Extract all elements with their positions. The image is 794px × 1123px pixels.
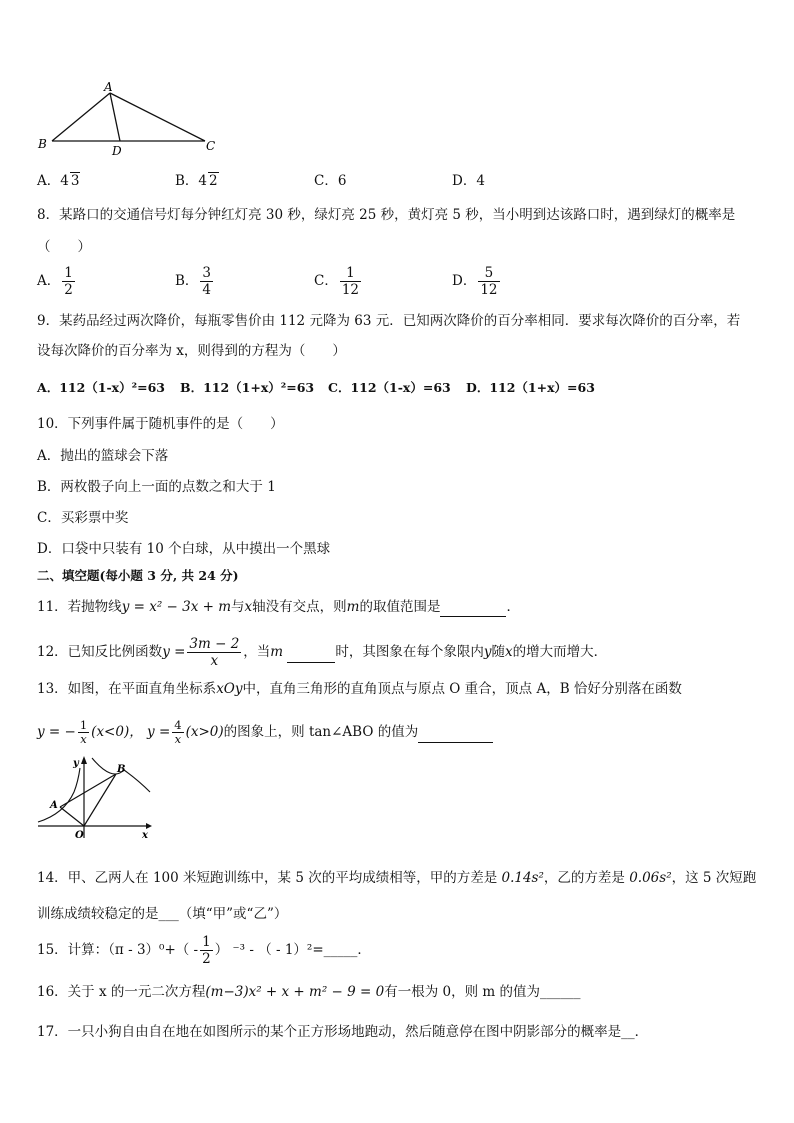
- denominator: 12: [480, 282, 498, 298]
- q13-f2-lhs: y =: [147, 724, 171, 740]
- q11-var-x: x: [244, 599, 253, 615]
- q14-line2: 训练成绩较稳定的是___（填“甲”或“乙”）: [37, 906, 288, 922]
- numerator: 5: [478, 265, 499, 282]
- q8-option-c-label: C．: [314, 273, 338, 289]
- q7-option-b-prefix: B．4: [175, 173, 208, 189]
- q13-line2: [37, 712, 493, 752]
- q12-prefix: 12．已知反比例函数: [37, 644, 163, 660]
- q9-option-a[interactable]: A．112（1-x）²=63: [37, 380, 165, 395]
- q13-text: 13．如图，在平面直角坐标系: [37, 681, 217, 697]
- q11-var-m: m: [346, 599, 360, 615]
- q12-text-mid2: 时，其图象在每个象限内: [335, 644, 484, 660]
- numerator: 1: [340, 265, 361, 282]
- denominator: x: [210, 653, 219, 669]
- sqrt-3: [70, 172, 81, 189]
- q13-text-b: 中，直角三角形的直角顶点与原点 O 重合，顶点 A，B 恰好分别落在函数: [242, 681, 682, 697]
- q11-text-mid: 与: [231, 599, 245, 615]
- q12-text-mid: ，当: [243, 644, 271, 660]
- q10-option-d[interactable]: D．口袋中只装有 10 个白球，从中摸出一个黑球: [37, 541, 331, 557]
- q13-f1-fraction: [78, 719, 89, 746]
- q12-answer-blank[interactable]: [287, 642, 335, 663]
- vertex-label-a: A: [104, 80, 113, 94]
- q13-f2-fraction: [172, 719, 183, 746]
- vertex-label-c: C: [206, 139, 216, 153]
- origin-label-o: O: [75, 830, 84, 840]
- q8-option-a[interactable]: [37, 265, 77, 298]
- numerator: 4: [174, 718, 182, 732]
- q10-stem: 10．下列事件属于随机事件的是（ ）: [37, 416, 284, 432]
- q13-xoy: xOy: [216, 681, 243, 697]
- q13-text-post: 的图象上，则 tan∠ABO 的值为: [223, 724, 419, 740]
- q12-var-x: x: [505, 644, 513, 660]
- q14-text-post: ，这 5 次短跑: [671, 870, 757, 886]
- q13-f1-domain: (x<0)，: [91, 724, 143, 740]
- q14-variance-b: 0.06s²: [629, 870, 672, 886]
- axis-label-x: x: [142, 830, 148, 840]
- q7-option-a[interactable]: [37, 171, 80, 191]
- q11-prefix: 11．若抛物线: [37, 599, 122, 615]
- q7-option-b[interactable]: [175, 171, 219, 191]
- q11-expression: y = x² − 3x + m: [121, 599, 232, 615]
- q14-line1: [37, 868, 756, 888]
- q12-fraction: [187, 636, 241, 669]
- q14-text-pre: 14．甲、乙两人在 100 米短跑训练中，某 5 次的平均成绩相等，甲的方差是: [37, 870, 502, 886]
- vertex-label-b: B: [38, 137, 47, 151]
- q16-text-post: 有一根为 0，则 m 的值为: [384, 984, 540, 1000]
- q7-option-a-radicand: 3: [70, 173, 80, 189]
- q12-var-m: m: [270, 644, 284, 660]
- triangle-figure: [30, 78, 230, 158]
- denominator: 12: [341, 282, 360, 298]
- q8-option-a-label: A．: [37, 273, 61, 289]
- denominator: x: [174, 732, 182, 746]
- q12-var-y: y: [483, 644, 492, 660]
- q13-f2-domain: (x>0): [185, 724, 224, 740]
- q10-option-b[interactable]: B．两枚骰子向上一面的点数之和大于 1: [37, 479, 276, 495]
- q12-text-post: 的增大而增大．: [512, 644, 608, 660]
- q9-option-c[interactable]: C．112（1-x）=63: [328, 380, 451, 395]
- q8-option-d-label: D．: [452, 273, 477, 289]
- q15-prefix: 15．计算：（π - 3）⁰+（ -: [37, 942, 199, 958]
- q10-option-a[interactable]: A．抛出的篮球会下落: [37, 448, 169, 464]
- q14-text-mid: ，乙的方差是: [543, 870, 630, 886]
- q8-option-b[interactable]: [175, 265, 215, 298]
- vertex-label-d: D: [112, 144, 122, 158]
- fraction: [478, 265, 499, 298]
- denominator: 2: [202, 951, 211, 967]
- denominator: 2: [64, 282, 73, 298]
- point-label-b: B: [117, 764, 126, 775]
- q16-prefix: 16．关于 x 的一元二次方程: [37, 984, 206, 1000]
- q7-option-c[interactable]: C．6: [314, 173, 347, 189]
- q12-y-eq: y =: [162, 644, 186, 660]
- q11: [37, 597, 520, 617]
- q7-option-d[interactable]: D．4: [452, 173, 485, 189]
- q7-option-a-prefix: A．4: [37, 173, 69, 189]
- q7-option-b-radicand: 2: [209, 173, 218, 189]
- denominator: 4: [202, 282, 212, 298]
- q11-text-post: 的取值范围是: [359, 599, 441, 615]
- q13-f1-lhs: y = −: [37, 724, 76, 740]
- numerator: 3m − 2: [189, 636, 240, 652]
- q14-variance-a: 0.14s²: [501, 870, 544, 886]
- q8-stem-line1: 8．某路口的交通信号灯每分钟红灯亮 30 秒，绿灯亮 25 秒，黄灯亮 5 秒，当小明到达该路口时，遇到绿灯的概率是: [37, 207, 736, 223]
- q9-stem-line2: 设每次降价的百分率为 x，则得到的方程为（ ）: [37, 343, 346, 359]
- q17: 17．一只小狗自由自在地在如图所示的某个正方形场地跑动，然后随意停在图中阴影部分的概率是__．: [37, 1024, 649, 1040]
- q11-answer-blank[interactable]: [440, 602, 506, 617]
- axis-label-y: y: [73, 758, 79, 769]
- q9-stem-line1: 9．某药品经过两次降价，每瓶零售价由 112 元降为 63 元．已知两次降价的百分率相同．要求每次降价的百分率，若: [37, 313, 741, 329]
- q9-option-d[interactable]: D．112（1+x）=63: [466, 380, 595, 395]
- q8-option-d[interactable]: [452, 265, 502, 298]
- q15-end: ．: [357, 942, 371, 958]
- section-title: 二、填空题(每小题 3 分, 共 24 分): [37, 568, 239, 583]
- sqrt-2: [208, 172, 219, 189]
- q12-text-mid3: 随: [491, 644, 506, 660]
- q11-text-mid2: 轴没有交点，则: [252, 599, 347, 615]
- q15-fraction: [200, 934, 213, 967]
- numerator: 3: [202, 265, 212, 281]
- q16: [37, 982, 580, 1002]
- q10-option-c[interactable]: C．买彩票中奖: [37, 510, 129, 526]
- fraction: [340, 265, 361, 298]
- q11-end: ．: [506, 599, 520, 615]
- numerator: 1: [202, 934, 211, 950]
- q12: [37, 632, 607, 672]
- fraction: [200, 265, 213, 298]
- q13-answer-blank[interactable]: [418, 722, 493, 743]
- q13-line1: [37, 679, 682, 699]
- q9-option-b[interactable]: B．112（1+x）²=63: [180, 380, 315, 395]
- q8-stem-line2: （ ）: [37, 239, 91, 255]
- point-label-a: A: [50, 800, 58, 811]
- q8-option-b-label: B．: [175, 273, 199, 289]
- q15-answer-blank[interactable]: _____: [323, 942, 358, 958]
- q15: [37, 930, 371, 970]
- q16-equation: (m−3)x² + x + m² − 9 = 0: [205, 984, 385, 1000]
- coordinate-figure: [34, 752, 154, 840]
- numerator: 1: [64, 265, 73, 281]
- fraction: [62, 265, 75, 298]
- q16-answer-blank[interactable]: ______: [539, 984, 581, 1000]
- numerator: 1: [79, 718, 88, 732]
- q15-text-post: ） ⁻³ - （ - 1）²=: [214, 942, 324, 958]
- denominator: x: [80, 732, 87, 746]
- q8-option-c[interactable]: [314, 265, 363, 298]
